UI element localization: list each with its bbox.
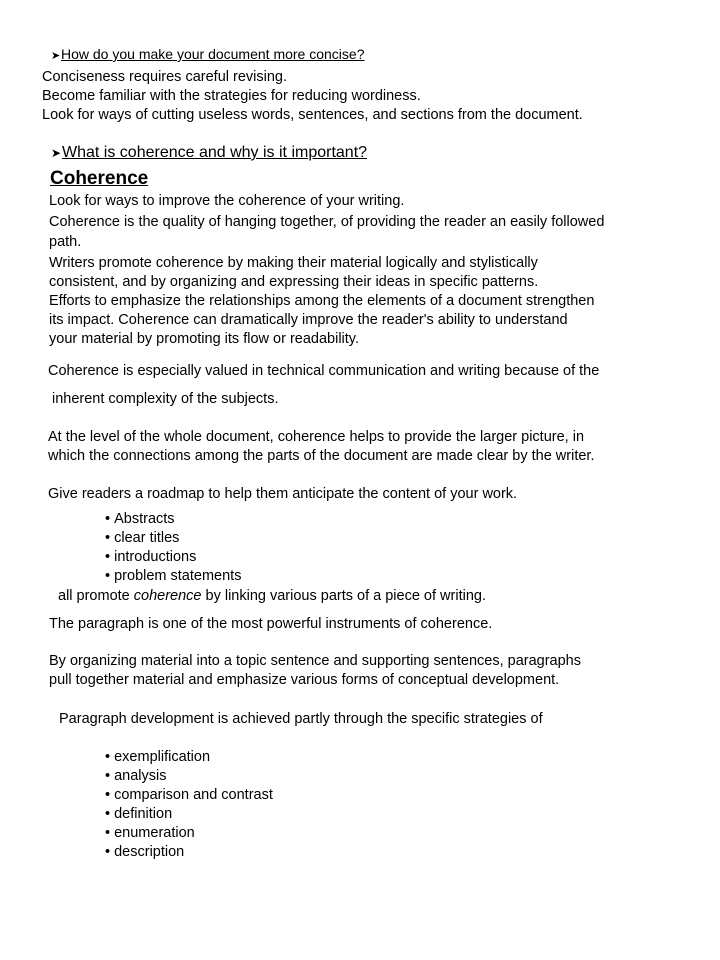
organizing-paragraph — [49, 652, 581, 690]
concise-question-text: How do you make your document more concise? — [61, 46, 365, 62]
text-line: Become familiar with the strategies for reducing wordiness. — [42, 88, 421, 104]
list-item: • clear titles — [105, 529, 241, 548]
list-item: • enumeration — [105, 824, 273, 843]
text-line: path. — [49, 234, 82, 250]
list-item: • comparison and contrast — [105, 786, 273, 805]
text-line: Writers promote coherence by making their material logically and stylistically — [49, 255, 538, 271]
list-item: • definition — [105, 805, 273, 824]
text-line: Look for ways to improve the coherence of your writing. — [49, 193, 405, 209]
list-item: • description — [105, 843, 273, 862]
coherence-question — [51, 143, 367, 163]
development-line: Paragraph development is achieved partly through the specific strategies of — [59, 711, 543, 727]
technical-line-1: Coherence is especially valued in technical communication and writing because of the — [48, 363, 600, 379]
text-line: Efforts to emphasize the relationships among the elements of a document strengthen — [49, 293, 595, 309]
technical-line-2: inherent complexity of the subjects. — [52, 391, 279, 407]
text-line: Conciseness requires careful revising. — [42, 69, 287, 85]
text-line: its impact. Coherence can dramatically improve the reader's ability to understand — [49, 312, 568, 328]
text-line: At the level of the whole document, coherence helps to provide the larger picture, in — [48, 429, 585, 445]
concise-question — [51, 45, 364, 66]
text-line: pull together material and emphasize various forms of conceptual development. — [49, 672, 560, 688]
promote-line — [58, 587, 486, 606]
promote-emphasis: coherence — [133, 588, 202, 604]
coherence-intro — [49, 191, 604, 253]
coherence-heading: Coherence — [50, 168, 149, 189]
list-item: • introductions — [105, 548, 241, 567]
list-item: • problem statements — [105, 567, 241, 586]
text-line: your material by promoting its flow or readability. — [49, 331, 359, 347]
text-line: Coherence is the quality of hanging together, of providing the reader an easily followed — [49, 213, 605, 230]
text-line: By organizing material into a topic sentence and supporting sentences, paragraphs — [49, 653, 581, 669]
list-item: • Abstracts — [105, 510, 241, 529]
arrow-bullet-icon: ➤ — [51, 50, 61, 62]
concise-paragraph — [42, 68, 583, 125]
text-line: consistent, and by organizing and expressing their ideas in specific patterns. — [49, 274, 539, 290]
roadmap-line: Give readers a roadmap to help them anticipate the content of your work. — [48, 486, 518, 502]
whole-document-paragraph — [48, 428, 594, 466]
list-item: • exemplification — [105, 748, 273, 767]
promote-post: by linking various parts of a piece of writing. — [201, 588, 486, 604]
arrow-bullet-icon: ➤ — [51, 146, 62, 160]
roadmap-list — [105, 510, 241, 586]
writers-paragraph — [49, 254, 594, 349]
promote-pre: all promote — [58, 588, 134, 604]
list-item: • analysis — [105, 767, 273, 786]
coherence-question-text: What is coherence and why is it important? — [62, 144, 368, 161]
strategies-list — [105, 748, 273, 862]
paragraph-instrument-line: The paragraph is one of the most powerful instruments of coherence. — [49, 616, 493, 632]
text-line: Look for ways of cutting useless words, sentences, and sections from the document. — [42, 107, 583, 123]
text-line: which the connections among the parts of the document are made clear by the writer. — [48, 448, 595, 464]
